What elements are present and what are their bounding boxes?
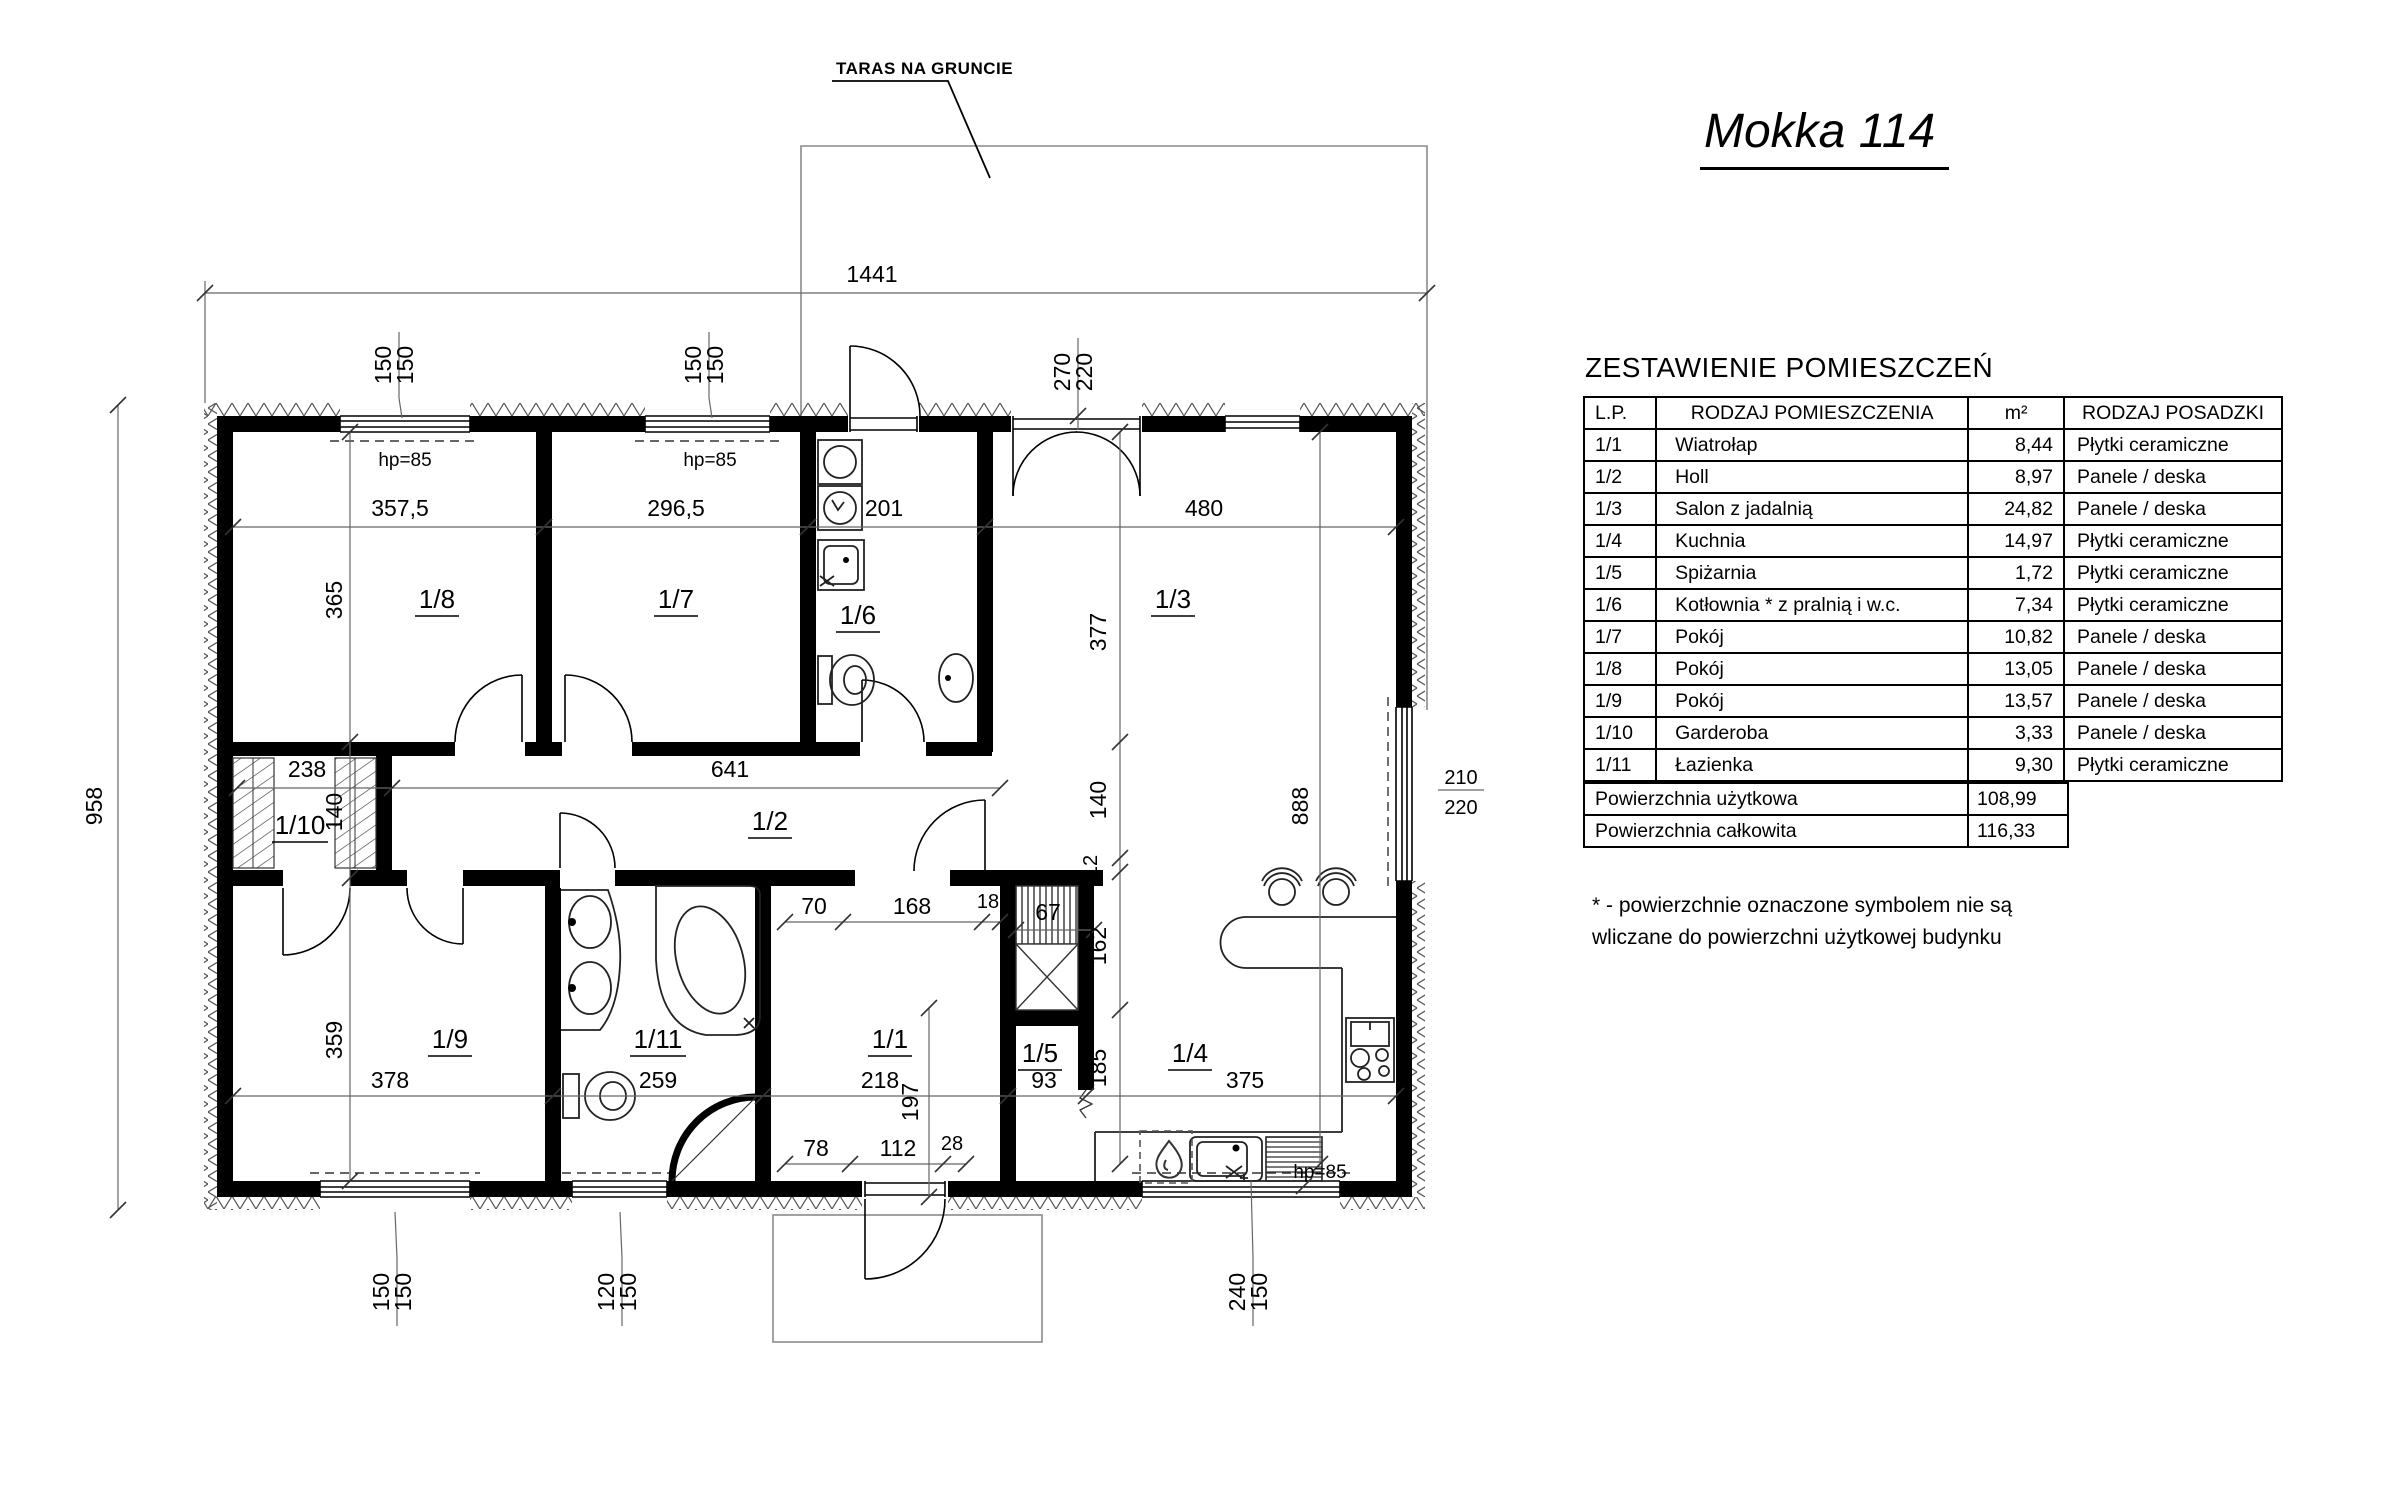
utility-sink xyxy=(818,540,864,590)
cell-area: 8,44 xyxy=(1968,429,2064,461)
dim-entry-e: 112 xyxy=(879,1135,917,1161)
room-label-1-1: 1/1 xyxy=(871,1024,909,1054)
dim-pantry-w: 93 xyxy=(1031,1067,1057,1093)
porch-outline xyxy=(773,1215,1042,1342)
window-top-fixed xyxy=(1225,402,1300,434)
win1-top: 150 xyxy=(370,345,396,385)
cell-floor: Panele / deska xyxy=(2064,653,2282,685)
cell-name: Salon z jadalnią xyxy=(1656,493,1968,525)
wall-garderoba-right xyxy=(376,756,392,870)
bar-stool-2 xyxy=(1316,868,1356,905)
frenchdoor-top: 270 xyxy=(1049,352,1075,392)
header-floor: RODZAJ POSADZKI xyxy=(2064,397,2282,429)
dim-total-height: 958 xyxy=(81,786,107,826)
summary-value: 116,33 xyxy=(1968,815,2068,847)
dim-entry-h: 197 xyxy=(897,1082,923,1122)
footnote-line-1: * - powierzchnie oznaczone symbolem nie są xyxy=(1592,894,2013,917)
table-row xyxy=(1584,429,2282,461)
cell-lp: 1/1 xyxy=(1584,429,1656,461)
header-area: m² xyxy=(1968,397,2064,429)
dim-entry-c: 18 xyxy=(976,891,1000,913)
hp-label-2: hp=85 xyxy=(683,450,737,471)
door-terrace-french xyxy=(1011,402,1142,496)
win5-bottom: 150 xyxy=(1246,1272,1272,1312)
door-1-9 xyxy=(407,888,463,944)
dim-pantry-h: 185 xyxy=(1085,1048,1111,1088)
cell-lp: 1/2 xyxy=(1584,461,1656,493)
win4-bottom: 150 xyxy=(615,1272,641,1312)
summary-value: 108,99 xyxy=(1968,783,2068,815)
bar-stool-1 xyxy=(1262,868,1302,905)
dim-entry-d: 78 xyxy=(803,1135,829,1161)
cooktop xyxy=(1346,1018,1394,1082)
cell-name: Pokój xyxy=(1656,685,1968,717)
dim-storage-w: 67 xyxy=(1035,899,1061,925)
kotlownia-washbasin xyxy=(939,654,973,702)
fireplace xyxy=(1140,1131,1192,1183)
door-1-8 xyxy=(455,675,522,742)
cell-name: Spiżarnia xyxy=(1656,557,1968,589)
header-lp: L.P. xyxy=(1584,397,1656,429)
wall-break-symbol xyxy=(1080,1090,1092,1118)
wall-hall-bottom xyxy=(233,870,1103,886)
footnote-line-2: wliczane do powierzchni użytkowej budynku xyxy=(1592,925,2002,949)
cell-lp: 1/4 xyxy=(1584,525,1656,557)
cell-name: Holl xyxy=(1656,461,1968,493)
cell-name: Garderoba xyxy=(1656,717,1968,749)
window-top-1-7 xyxy=(635,402,780,441)
door-main-entrance xyxy=(862,1179,948,1279)
wall-1-6-1-3 xyxy=(977,432,993,752)
cell-lp: 1/11 xyxy=(1584,749,1656,781)
cell-floor: Panele / deska xyxy=(2064,461,2282,493)
table-row xyxy=(1584,493,2282,525)
wall-1-9-1-11 xyxy=(545,886,561,1181)
dim-salon-h: 377 xyxy=(1085,612,1111,652)
room-label-1-3: 1/3 xyxy=(1154,584,1192,614)
win4-top: 120 xyxy=(593,1272,619,1312)
terrace-label-group xyxy=(832,59,1013,178)
cell-lp: 1/5 xyxy=(1584,557,1656,589)
dim-wall-t: 12 xyxy=(1080,854,1102,878)
table-row xyxy=(1584,717,2282,749)
bath-counter xyxy=(561,890,620,1030)
room-label-1-9: 1/9 xyxy=(431,1024,469,1054)
cell-area: 3,33 xyxy=(1968,717,2064,749)
dim-room9-w: 378 xyxy=(370,1067,410,1093)
kotlownia-fixtures xyxy=(818,440,973,705)
cell-floor: Panele / deska xyxy=(2064,621,2282,653)
project-title: Mokka 114 xyxy=(1700,104,1949,170)
cell-area: 10,82 xyxy=(1968,621,2064,653)
winright-top: 210 xyxy=(1444,767,1478,789)
cell-floor: Panele / deska xyxy=(2064,717,2282,749)
door-1-10 xyxy=(283,888,350,955)
summary-row xyxy=(1584,783,2068,815)
cell-lp: 1/9 xyxy=(1584,685,1656,717)
dim-room8-h: 365 xyxy=(321,580,347,620)
cell-area: 13,57 xyxy=(1968,685,2064,717)
dim-bath-w: 259 xyxy=(638,1067,678,1093)
dim-entry-b: 168 xyxy=(892,893,932,919)
door-kotlownia-exterior xyxy=(848,346,920,434)
cell-name: Pokój xyxy=(1656,621,1968,653)
win5-top: 240 xyxy=(1224,1272,1250,1312)
frenchdoor-bottom: 220 xyxy=(1071,352,1097,392)
room-label-1-2: 1/2 xyxy=(751,806,789,836)
dim-hall-w: 641 xyxy=(710,756,750,782)
cell-area: 9,30 xyxy=(1968,749,2064,781)
dim-kitchen-w: 375 xyxy=(1225,1067,1265,1093)
cell-name: Kotłownia * z pralnią i w.c. xyxy=(1656,589,1968,621)
room-label-1-11: 1/11 xyxy=(633,1024,683,1054)
cell-floor: Płytki ceramiczne xyxy=(2064,557,2282,589)
summary-row xyxy=(1584,815,2068,847)
table-title: ZESTAWIENIE POMIESZCZEŃ xyxy=(1585,352,1994,383)
cell-area: 13,05 xyxy=(1968,653,2064,685)
pantry-shelf-x xyxy=(1016,944,1078,1010)
cell-name: Pokój xyxy=(1656,653,1968,685)
wall-1-8-1-7 xyxy=(536,432,552,742)
window-right-salon xyxy=(1388,697,1426,891)
cell-floor: Płytki ceramiczne xyxy=(2064,429,2282,461)
wall-1-7-1-6 xyxy=(800,432,816,742)
wall-1-11-1-1 xyxy=(755,886,771,1181)
room-label-1-6: 1/6 xyxy=(839,600,877,630)
cell-floor: Płytki ceramiczne xyxy=(2064,525,2282,557)
summary-table xyxy=(1583,782,2069,848)
cell-lp: 1/3 xyxy=(1584,493,1656,525)
table-row xyxy=(1584,557,2282,589)
storage-furniture xyxy=(233,758,1092,1118)
summary-label: Powierzchnia użytkowa xyxy=(1584,783,1968,815)
window-top-1-8 xyxy=(330,402,480,441)
door-1-7 xyxy=(565,675,632,742)
shower xyxy=(672,1097,756,1181)
table-row xyxy=(1584,749,2282,781)
dim-entry-w: 218 xyxy=(860,1067,900,1093)
header-name: RODZAJ POMIESZCZENIA xyxy=(1656,397,1968,429)
cell-name: Kuchnia xyxy=(1656,525,1968,557)
dim-garderoba-w: 238 xyxy=(287,756,327,782)
room-table xyxy=(1583,396,2283,782)
cell-area: 24,82 xyxy=(1968,493,2064,525)
dim-room8-w: 357,5 xyxy=(371,495,429,521)
bathtub xyxy=(656,886,760,1035)
dim-room6-w: 201 xyxy=(864,495,904,521)
cell-floor: Panele / deska xyxy=(2064,685,2282,717)
cell-area: 1,72 xyxy=(1968,557,2064,589)
winright-bottom: 220 xyxy=(1444,797,1478,819)
room-label-1-10: 1/10 xyxy=(274,810,326,840)
cell-floor: Płytki ceramiczne xyxy=(2064,749,2282,781)
cell-name: Wiatrołap xyxy=(1656,429,1968,461)
cell-lp: 1/8 xyxy=(1584,653,1656,685)
cell-floor: Płytki ceramiczne xyxy=(2064,589,2282,621)
dim-entry-f: 28 xyxy=(940,1133,964,1155)
dim-storage-h: 162 xyxy=(1085,926,1111,966)
hp-label-3: hp=85 xyxy=(1293,1162,1347,1183)
dim-salon-w: 480 xyxy=(1184,495,1224,521)
dim-entry-a: 70 xyxy=(801,893,827,919)
table-row xyxy=(1584,589,2282,621)
win3-top: 150 xyxy=(368,1272,394,1312)
cell-lp: 1/10 xyxy=(1584,717,1656,749)
win3-bottom: 150 xyxy=(390,1272,416,1312)
win2-top: 150 xyxy=(680,345,706,385)
room-label-1-7: 1/7 xyxy=(657,584,695,614)
hp-label-1: hp=85 xyxy=(378,450,432,471)
summary-label: Powierzchnia całkowita xyxy=(1584,815,1968,847)
kotlownia-toilet xyxy=(818,655,874,705)
cell-floor: Panele / deska xyxy=(2064,493,2282,525)
table-row xyxy=(1584,685,2282,717)
table-row xyxy=(1584,461,2282,493)
footnote xyxy=(1592,890,2012,953)
door-hall-salon xyxy=(914,800,985,871)
window-bottom-1-11 xyxy=(562,1173,677,1212)
cell-area: 7,34 xyxy=(1968,589,2064,621)
room-label-1-5: 1/5 xyxy=(1021,1038,1059,1068)
dim-kitchen-h: 888 xyxy=(1287,786,1313,826)
dim-room9-h: 359 xyxy=(321,1020,347,1060)
room-label-1-8: 1/8 xyxy=(418,584,456,614)
dim-left-mid: 140 xyxy=(321,792,347,832)
room-label-1-4: 1/4 xyxy=(1171,1038,1209,1068)
dim-right-mid: 140 xyxy=(1085,780,1111,820)
win1-bottom: 150 xyxy=(392,345,418,385)
cell-name: Łazienka xyxy=(1656,749,1968,781)
wall-1-5-top xyxy=(1000,1010,1094,1026)
cell-lp: 1/6 xyxy=(1584,589,1656,621)
cell-area: 14,97 xyxy=(1968,525,2064,557)
table-header-row xyxy=(1584,397,2282,429)
cell-lp: 1/7 xyxy=(1584,621,1656,653)
dim-total-width: 1441 xyxy=(846,261,898,287)
cell-area: 8,97 xyxy=(1968,461,2064,493)
window-bottom-1-9 xyxy=(310,1173,480,1212)
dim-room7-w: 296,5 xyxy=(647,495,705,521)
room-schedule xyxy=(1583,352,2283,848)
table-row xyxy=(1584,525,2282,557)
table-row xyxy=(1584,621,2282,653)
terrace-label: TARAS NA GRUNCIE xyxy=(836,59,1014,78)
win2-bottom: 150 xyxy=(702,345,728,385)
kitchen-fixtures xyxy=(1095,868,1396,1183)
door-1-11 xyxy=(560,813,615,868)
door-1-6 xyxy=(862,680,924,742)
table-row xyxy=(1584,653,2282,685)
